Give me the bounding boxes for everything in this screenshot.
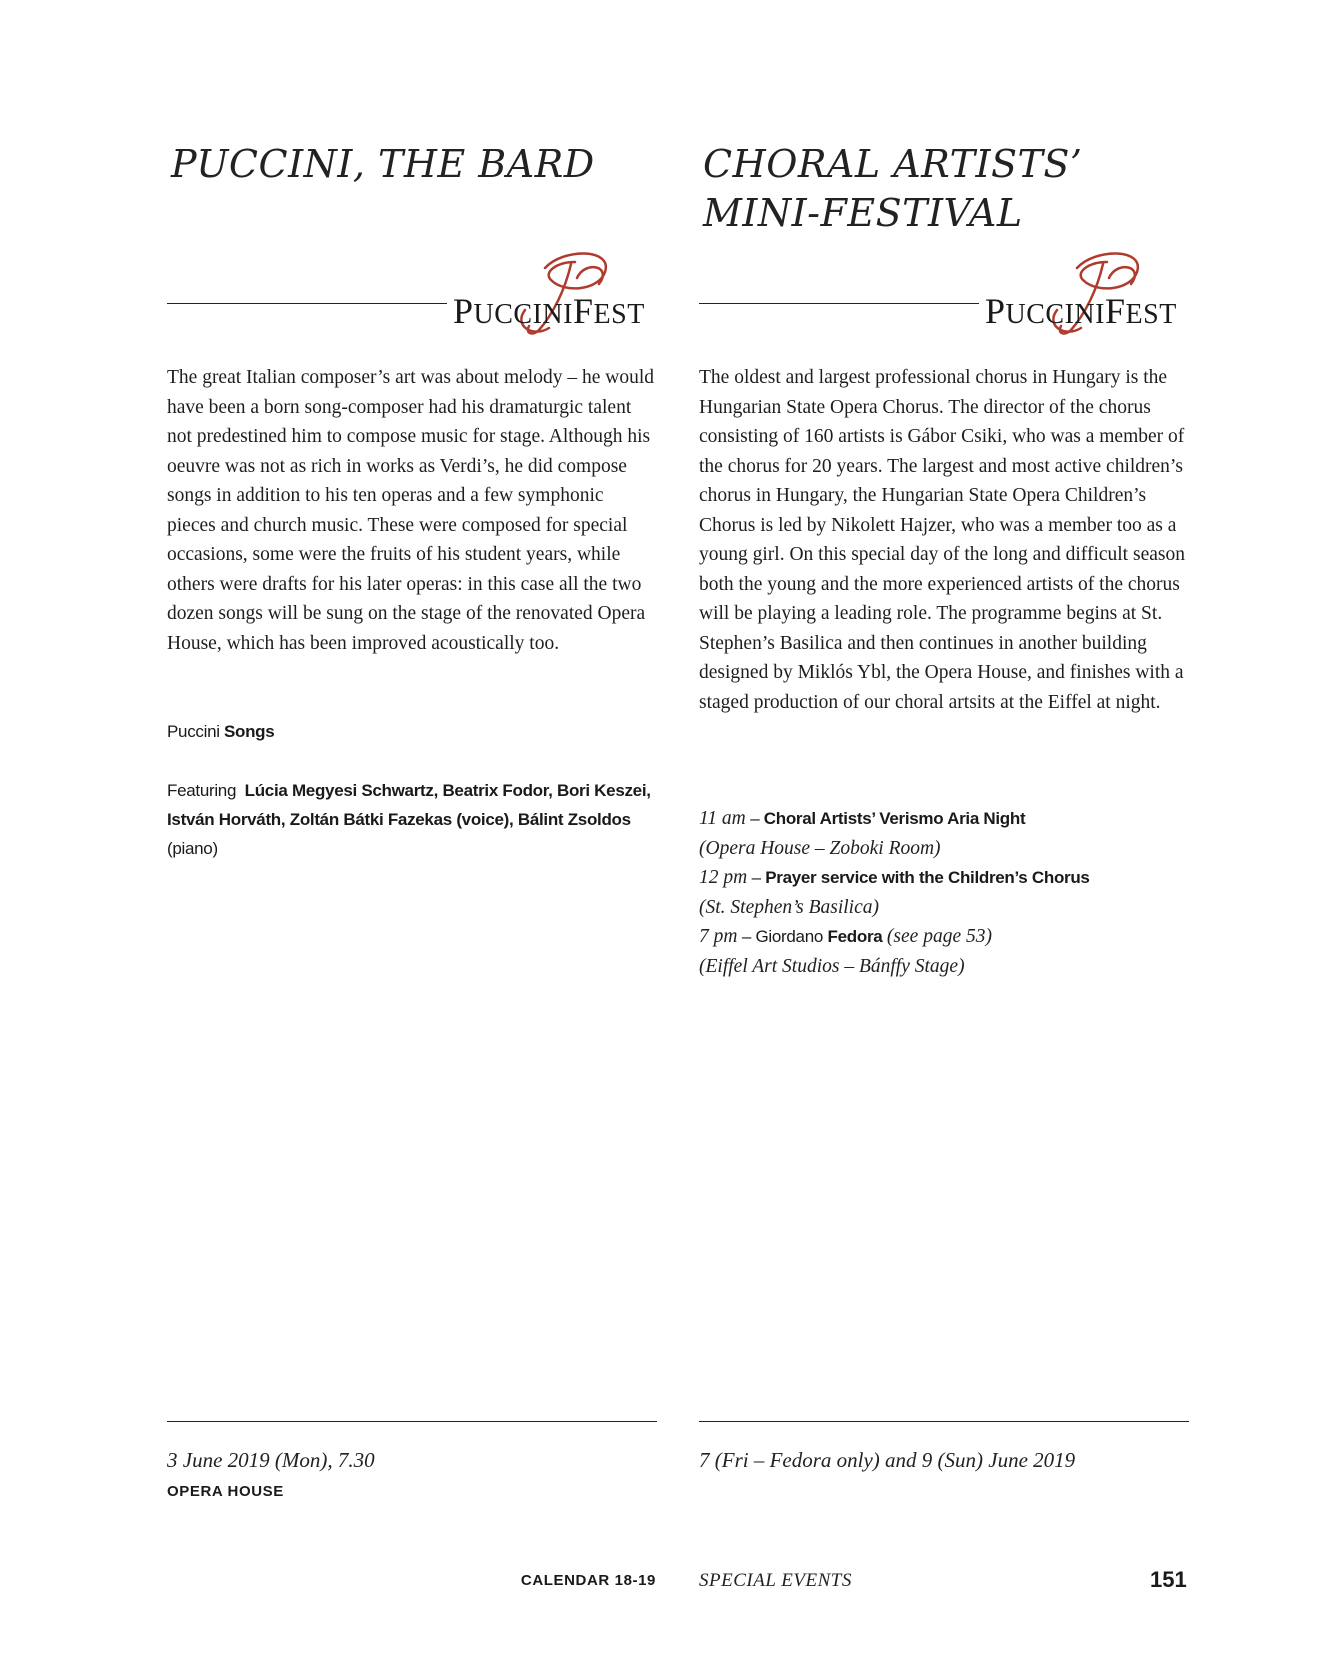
schedule-event: Prayer service with the Children’s Chorus bbox=[765, 868, 1090, 887]
schedule bbox=[699, 804, 1199, 981]
page-number: 151 bbox=[1150, 1567, 1187, 1592]
schedule-item: 7 pm – Giordano Fedora (see page 53) bbox=[699, 926, 992, 947]
page-footer bbox=[0, 1567, 1331, 1600]
schedule-location: (Opera House – Zoboki Room) bbox=[699, 837, 941, 859]
schedule-location: (Eiffel Art Studios – Bánffy Stage) bbox=[699, 955, 965, 977]
section-label: SPECIAL EVENTS bbox=[699, 1570, 852, 1591]
featuring-line bbox=[167, 776, 667, 863]
schedule-item: 12 pm – Prayer service with the Children’s Chorus bbox=[699, 867, 1090, 888]
article-body: The great Italian composer’s art was about melody – he would have been a born song-composer had his dramaturgic talent not predestined him to compose music for stage. Although his oeuvre was not as rich in works as Verdi’s, he did compose songs in addition to his ten operas and a few symphonic pieces and church music. These were composed for special occasions, some were the fruits of his student years, while others were drafts for his later operas: in this case all the two dozen songs will be sung on the stage of the renovated Opera House, which has been improved acoustically too. bbox=[167, 367, 654, 654]
composer: Puccini bbox=[167, 722, 220, 741]
schedule-time: 11 am bbox=[699, 808, 746, 829]
divider bbox=[699, 1421, 1189, 1422]
event-date: 3 June 2019 (Mon), 7.30 bbox=[167, 1448, 375, 1472]
schedule-event: Fedora bbox=[827, 927, 883, 946]
schedule-time: 7 pm bbox=[699, 926, 738, 947]
article-title: PUCCINI, THE BARD bbox=[171, 142, 595, 186]
logo-row bbox=[167, 250, 657, 340]
programme-line bbox=[167, 717, 274, 746]
article-body: The oldest and largest professional chorus in Hungary is the Hungarian State Opera Chorus. The director of the chorus consisting of 160 artists is Gábor Csiki, who was a member of the chorus for 20 years. The largest and most active children’s chorus in Hungary, the Hungarian State Opera Children’s Chorus is led by Nikolett Hajzer, who was a member too as a young girl. On this special day of the long and difficult season both the young and the more experienced artists of the chorus will be playing a leading role. The programme begins at St. Stephen’s Basilica and then continues in another building designed by Miklós Ybl, the Opera House, and finishes with a staged production of our choral artsits at the Eiffel at night. bbox=[699, 367, 1185, 713]
instrument: (piano) bbox=[167, 839, 218, 858]
puccinifest-logo bbox=[453, 250, 659, 340]
performers: Lúcia Megyesi Schwartz, Beatrix Fodor, Bori Keszei, István Horváth, Zoltán Bátki Fazekas (voice), Bálint Zsoldos bbox=[167, 781, 651, 829]
divider bbox=[167, 1421, 657, 1422]
work-title: Songs bbox=[223, 722, 275, 741]
divider bbox=[167, 303, 447, 304]
schedule-note: (see page 53) bbox=[886, 926, 992, 947]
logo-wordmark: PUCCINIFEST bbox=[985, 291, 1177, 331]
divider bbox=[699, 303, 979, 304]
event-venue: OPERA HOUSE bbox=[167, 1483, 284, 1500]
schedule-time: 12 pm bbox=[699, 867, 748, 888]
featuring-label: Featuring bbox=[167, 781, 237, 800]
schedule-composer: Giordano bbox=[755, 927, 824, 946]
article-title: CHORAL ARTISTS’ MINI-FESTIVAL bbox=[703, 142, 1083, 235]
logo-wordmark: PUCCINIFEST bbox=[453, 291, 645, 331]
calendar-label: CALENDAR 18-19 bbox=[520, 1572, 656, 1589]
schedule-event: Choral Artists’ Verismo Aria Night bbox=[763, 809, 1026, 828]
schedule-item: 11 am – Choral Artists’ Verismo Aria Night bbox=[699, 808, 1026, 829]
logo-row bbox=[699, 250, 1189, 340]
event-date: 7 (Fri – Fedora only) and 9 (Sun) June 2019 bbox=[699, 1448, 1076, 1472]
schedule-location: (St. Stephen’s Basilica) bbox=[699, 896, 879, 918]
puccinifest-logo bbox=[985, 250, 1191, 340]
